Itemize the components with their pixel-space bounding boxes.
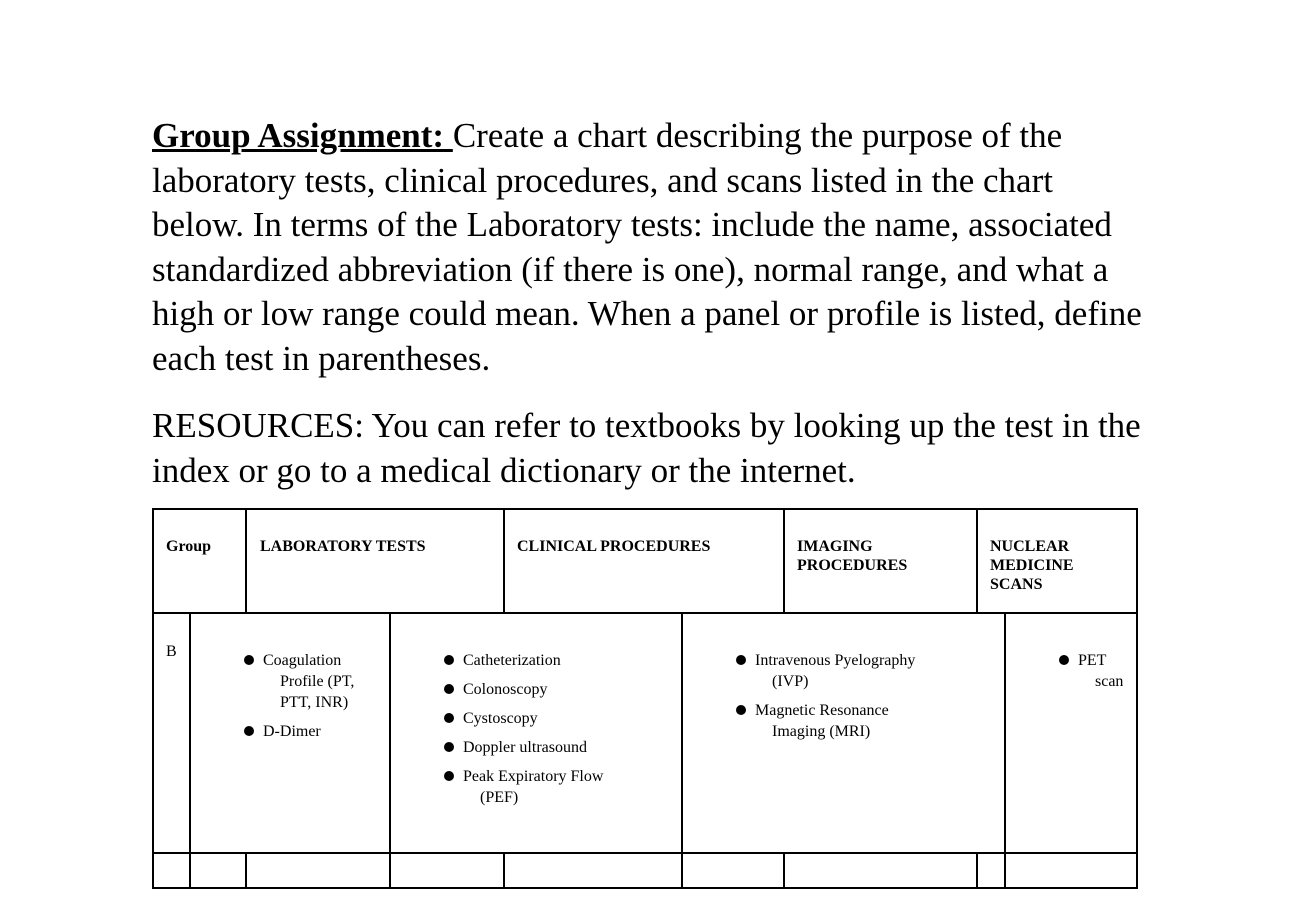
header-group: Group	[166, 538, 212, 555]
list-item-text: Intravenous Pyelography	[755, 652, 916, 669]
list-item	[444, 737, 674, 758]
header-laboratory-tests: LABORATORY TESTS	[260, 538, 426, 555]
list-item-text: D-Dimer	[263, 723, 321, 740]
table-row-divider	[152, 852, 1138, 854]
list-item	[444, 708, 674, 729]
bottom-row-divider	[503, 852, 505, 889]
list-item-continuation: scan	[1095, 673, 1124, 690]
list-item-continuation: (PEF)	[480, 789, 519, 806]
list-item-text: Catheterization	[463, 652, 561, 669]
list-item-continuation: Profile (PT, PTT, INR)	[280, 673, 355, 711]
imaging-procedures-list	[736, 650, 996, 750]
row-divider	[1004, 612, 1006, 889]
list-item	[736, 650, 996, 692]
list-item-text: Cystoscopy	[463, 710, 538, 727]
table-border-bottom	[152, 887, 1138, 889]
bottom-row-divider	[976, 852, 978, 889]
bullet-icon	[444, 713, 454, 723]
list-item-text: Coagulation	[263, 652, 342, 669]
bullet-icon	[444, 742, 454, 752]
list-item	[444, 650, 674, 671]
list-item-text: Magnetic Resonance	[755, 702, 889, 719]
lab-tests-list	[244, 650, 374, 750]
header-imaging-procedures: IMAGING PROCEDURES	[797, 538, 908, 574]
row-divider	[681, 612, 683, 889]
list-item	[444, 679, 674, 700]
bottom-row-divider	[245, 852, 247, 889]
assignment-instructions	[152, 114, 1142, 381]
table-header-divider	[152, 612, 1138, 614]
assignment-text: Create a chart describing the purpose of the laboratory tests, clinical procedures, and scans listed in the chart below. In terms of the Laboratory tests: include the name, associated standardized abbreviation (if there is one), normal range, and what a high or low range could mean. When a panel or profile is listed, define each test in parentheses.	[152, 116, 1142, 378]
resources-paragraph: RESOURCES: You can refer to textbooks by looking up the test in the index or go to a medical dictionary or the internet.	[152, 406, 1141, 490]
bullet-icon	[736, 655, 746, 665]
list-item	[736, 700, 996, 742]
bullet-icon	[1059, 655, 1069, 665]
bullet-icon	[736, 705, 746, 715]
nuclear-scans-list	[1059, 650, 1131, 700]
bullet-icon	[444, 771, 454, 781]
bottom-row-divider	[783, 852, 785, 889]
row-divider	[389, 612, 391, 889]
list-item	[244, 650, 374, 713]
group-value: B	[166, 643, 177, 660]
assignment-heading: Group Assignment:	[152, 116, 453, 155]
table-border-right	[1136, 508, 1138, 889]
header-divider	[976, 508, 978, 614]
list-item	[1059, 650, 1131, 692]
bullet-icon	[244, 655, 254, 665]
header-divider	[245, 508, 247, 614]
header-clinical-procedures: CLINICAL PROCEDURES	[517, 538, 711, 555]
list-item	[444, 766, 674, 808]
list-item-continuation: Imaging (MRI)	[772, 723, 871, 740]
table-border-left	[152, 508, 154, 889]
header-divider	[783, 508, 785, 614]
table-border-top	[152, 508, 1138, 510]
list-item	[244, 721, 374, 742]
bullet-icon	[244, 726, 254, 736]
row-divider	[189, 612, 191, 889]
list-item-text: PET	[1078, 652, 1107, 669]
clinical-procedures-list	[444, 650, 674, 816]
header-nuclear-medicine-scans: NUCLEAR MEDICINE SCANS	[990, 538, 1074, 593]
list-item-text: Colonoscopy	[463, 681, 548, 698]
list-item-text: Doppler ultrasound	[463, 739, 587, 756]
list-item-continuation: (IVP)	[772, 673, 809, 690]
list-item-text: Peak Expiratory Flow	[463, 768, 604, 785]
bullet-icon	[444, 684, 454, 694]
bullet-icon	[444, 655, 454, 665]
header-divider	[503, 508, 505, 614]
